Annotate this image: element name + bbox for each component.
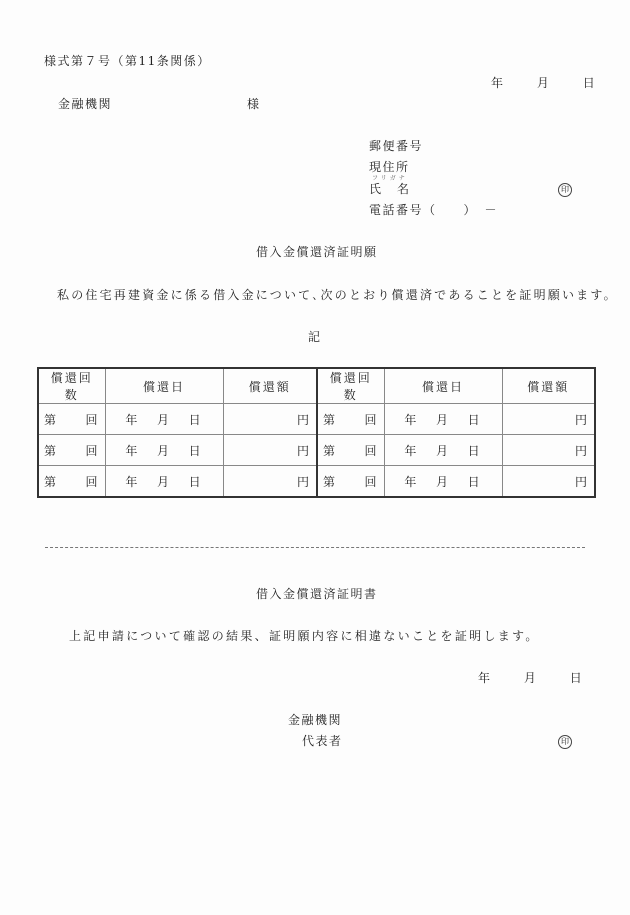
amount-cell[interactable]: 円 [502,466,595,498]
amount-cell[interactable]: 円 [223,435,317,466]
cut-line-divider [45,547,585,548]
request-title: 借入金償還済証明願 [256,245,378,259]
certificate-body: 上記申請について確認の結果、証明願内容に相違ないことを証明します。 [69,629,540,643]
ki-label: 記 [308,330,322,344]
month-label: 月 [523,671,538,685]
count-cell[interactable]: 第 回 [38,404,105,435]
addressee-honorific: 様 [247,97,261,111]
form-number: 様式第７号（第11条関係） [44,54,211,68]
year-label: 年 [478,671,492,685]
col-header-amount-2: 償還額 [502,368,595,404]
count-cell[interactable]: 第 回 [317,404,384,435]
col-header-date: 償還日 [105,368,223,404]
count-cell[interactable]: 第 回 [38,466,105,498]
month-label: 月 [536,76,551,90]
day-label: 日 [582,76,597,90]
addressee-institution: 金融機関 [58,97,113,111]
name-label-2: 名 [397,182,411,196]
count-cell[interactable]: 第 回 [317,435,384,466]
count-cell[interactable]: 第 回 [38,435,105,466]
amount-cell[interactable]: 円 [223,466,317,498]
count-cell[interactable]: 第 回 [317,466,384,498]
date-cell[interactable]: 年 月 日 [384,435,502,466]
certificate-title: 借入金償還済証明書 [256,587,378,601]
col-header-count-2: 償還回数 [317,368,384,404]
table-row [38,404,595,435]
request-body: 私の住宅再建資金に係る借入金について､次のとおり償還済であることを証明願います。 [57,288,618,302]
date-cell[interactable]: 年 月 日 [384,404,502,435]
year-label: 年 [491,76,505,90]
certifier-seal-icon: 印 [558,733,572,749]
amount-cell[interactable]: 円 [223,404,317,435]
table-row [38,435,595,466]
col-header-date-2: 償還日 [384,368,502,404]
certifier-representative: 代表者 [302,734,343,748]
day-label: 日 [569,671,584,685]
name-label-1: 氏 [369,182,383,196]
furigana-label: フリガナ [372,175,408,182]
table-header-row [38,368,595,404]
amount-cell[interactable]: 円 [502,435,595,466]
amount-cell[interactable]: 円 [502,404,595,435]
date-cell[interactable]: 年 月 日 [105,435,223,466]
table-row [38,466,595,498]
date-cell[interactable]: 年 月 日 [105,466,223,498]
applicant-seal-icon: 印 [558,181,572,197]
date-cell[interactable]: 年 月 日 [384,466,502,498]
certifier-institution: 金融機関 [288,713,343,727]
col-header-amount: 償還額 [223,368,317,404]
date-cell[interactable]: 年 月 日 [105,404,223,435]
repayment-table [37,367,596,498]
certificate-date [478,669,583,686]
col-header-count: 償還回数 [38,368,105,404]
header-date [491,74,596,91]
phone-label: 電話番号（ ） － [369,203,499,217]
postal-code-label: 郵便番号 [369,139,424,153]
address-label: 現住所 [369,160,410,174]
